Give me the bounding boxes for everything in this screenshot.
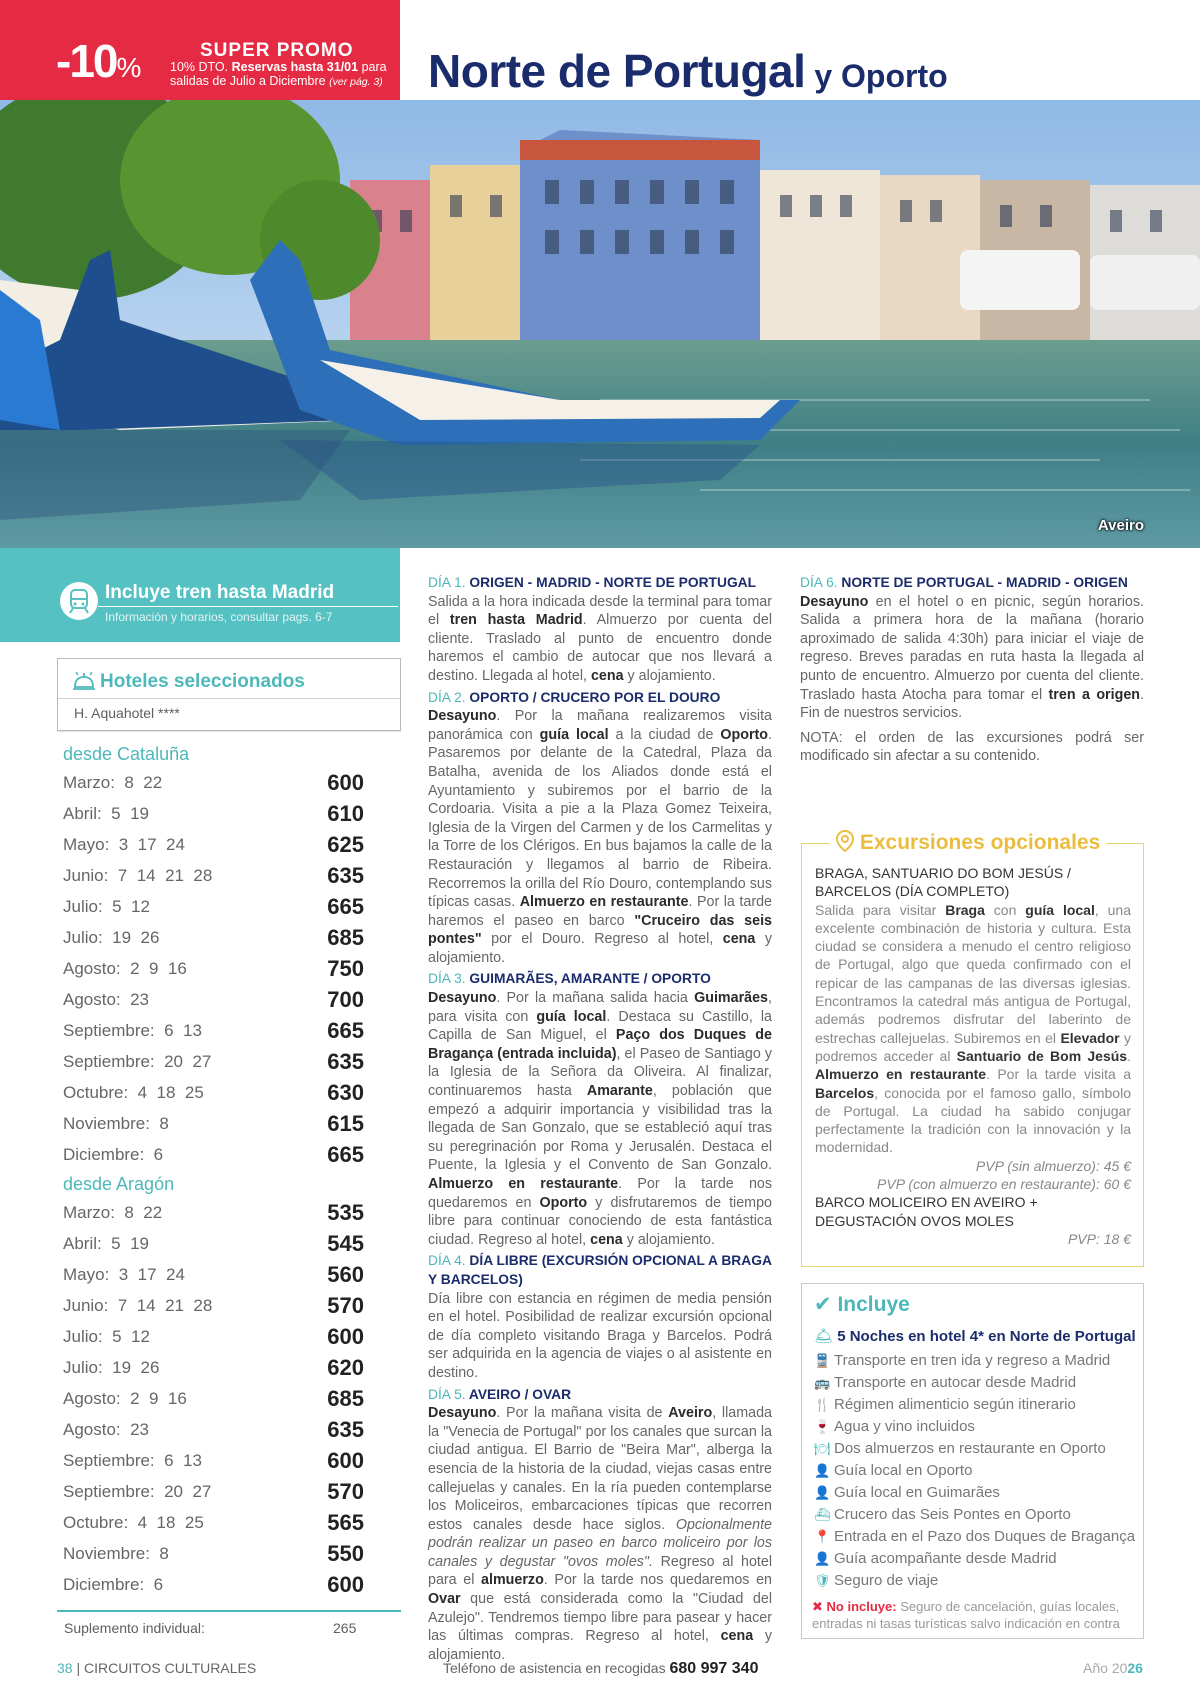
price-value: 545 [327,1231,364,1256]
price-row [57,1508,393,1539]
bold-text: Oporto [539,1194,588,1211]
boat-icon: ⛴ [814,1507,831,1522]
departure-dates: Diciembre: 6 [63,1575,164,1594]
price-row [57,1229,393,1260]
train-banner [0,548,400,642]
text-run: , el Paseo de Santiago y la Iglesia de la Señora da Oliveira. Al finalizar, continuaremos hasta [428,1045,772,1100]
price-row [57,1415,393,1446]
region-label: desde Cataluña [63,744,190,764]
bold-text: Aveiro [668,1405,713,1422]
day-text [428,989,772,1249]
wine-glass-icon: 🍷 [814,1419,831,1434]
promo-para: para [358,60,387,74]
supplement-value: 265 [333,1620,357,1636]
text-run: . [1127,1047,1131,1064]
price-value: 615 [327,1111,364,1136]
departure-dates: Septiembre: 20 27 [63,1052,212,1071]
price-value: 665 [327,894,364,919]
day-number: DÍA 5. [428,1386,466,1402]
footer-year [1083,1660,1143,1676]
aveiro-canal-illustration [0,100,1200,548]
day-heading [800,574,1144,593]
shield-icon: 🛡 [814,1573,831,1588]
include-item [814,1396,1135,1418]
location-pin-icon: 📍 [814,1529,831,1544]
day-number: DÍA 1. [428,575,466,590]
text-run: , para visita con [428,990,772,1025]
day-title: ORIGEN - MADRID - NORTE DE PORTUGAL [465,575,757,590]
bold-text: Barcelos [815,1084,875,1101]
promo-page-ref: (ver pág. 3) [329,76,383,88]
price-row [57,768,393,799]
include-text: Entrada en el Pazo dos Duques de Bragança [834,1528,1136,1545]
include-item [814,1550,1135,1572]
day-text [800,593,1144,723]
price-value: 620 [327,1355,364,1380]
bold-text: guía local [1025,901,1095,918]
page-number: 38 [57,1660,73,1676]
text-run: y alojamiento. [428,1628,773,1663]
day-number: DÍA 6. [800,575,838,590]
include-item [814,1528,1135,1550]
includes-list [814,1352,1135,1594]
departure-dates: Junio: 7 14 21 28 [63,1296,213,1315]
price-value: 635 [327,863,364,888]
bold-text: Paço dos Duques de Bragança (entrada incluida) [428,1027,772,1062]
day-title: DÍA LIBRE (EXCURSIÓN OPCIONAL A BRAGA Y BARCELOS) [428,1253,772,1287]
price-row [57,1570,393,1601]
text-run: . Por la mañana realizaremos visita panorámica con [428,708,772,743]
italic-text: Opcionalmente podrán realizar un paseo en barco moliceiro por los canales y degustar "ovos moles". [428,1516,772,1570]
price-value: 685 [327,925,364,950]
price-row [57,1353,393,1384]
include-text: Crucero das Seis Pontes en Oporto [834,1506,1071,1523]
page-title [428,44,948,98]
day-number: DÍA 3. [428,971,466,987]
price-value: 630 [327,1080,364,1105]
bold-text: Almuerzo en restaurante [428,1176,619,1192]
hotel-name: H. Aquahotel **** [74,705,180,721]
excursions-title: Excursiones opcionales [859,831,1101,854]
departure-dates: Junio: 7 14 21 28 [63,866,213,885]
departure-dates: Diciembre: 6 [63,1145,164,1164]
not-included-text: Seguro de cancelación, guías locales, entradas ni tasas turísticas salvo indicación en contra [812,1599,1120,1631]
year-prefix: Año 20 [1083,1660,1128,1676]
price-value: 600 [327,770,364,795]
not-included-label: No incluye: [826,1599,897,1614]
bold-text: Amarante [586,1083,653,1100]
bold-text: Guimarães [694,990,769,1007]
price-value: 560 [327,1262,364,1287]
price-value: 550 [327,1541,364,1566]
text-run: y alojamiento. [428,931,772,966]
departure-dates: Noviembre: 8 [63,1114,169,1133]
day-heading [428,574,772,593]
section-name: | CIRCUITOS CULTURALES [72,1660,257,1676]
text-run: y alojamiento. [623,667,716,684]
text-run: . Destaca su Castillo, la Capilla de San Miguel, el [428,1008,772,1044]
year-suffix: 26 [1127,1660,1143,1676]
day-heading [428,970,772,989]
supplement-row [57,1610,401,1640]
bus-icon: 🚌 [814,1375,831,1390]
departure-dates: Marzo: 8 22 [63,1203,163,1222]
include-text: Guía local en Oporto [834,1462,973,1479]
bold-text: Desayuno [428,990,497,1007]
hero-photo [0,100,1200,548]
checkmark-icon: ✔ [814,1293,832,1316]
itinerary-note: NOTA: el orden de las excursiones podrá ser modificado sin afectar a su contenido. [800,729,1144,765]
price-row [57,861,393,892]
title-sub: y Oporto [805,58,948,94]
price-row [57,1384,393,1415]
day-title: OPORTO / CRUCERO POR EL DOURO [465,689,721,705]
bold-text: Elevador [1060,1029,1120,1046]
phone-number: 680 997 340 [669,1660,759,1677]
price-value: 600 [327,1448,364,1473]
guide-icon: 👤 [814,1485,831,1500]
departure-dates: Agosto: 23 [63,1420,150,1439]
price-row [57,830,393,861]
price-value: 700 [327,987,364,1012]
cross-icon: ✖ [812,1599,823,1614]
excursion-1-price-1: PVP (sin almuerzo): 45 € [975,1157,1131,1174]
departure-dates: Abril: 5 19 [63,1234,149,1253]
excursion-2-title: BARCO MOLICEIRO EN AVEIRO + DEGUSTACIÓN OVOS MOLES [815,1194,1038,1229]
hotels-box [57,658,401,731]
dish-icon: 🍽 [814,1441,831,1456]
bold-text: Almuerzo en restaurante [815,1066,987,1083]
bold-text: Desayuno [428,708,497,725]
departure-dates: Septiembre: 20 27 [63,1482,212,1501]
price-value: 635 [327,1049,364,1074]
text-run: . Fin de nuestros servicios. [800,686,1144,722]
text-run: . Almuerzo por cuenta del cliente. Traslado al punto de encuentro donde haremos el cambio de autocar que nos llevará a destino. Llegada al hotel, [428,612,772,684]
text-run: , población que empezó a adquirir importancia y visibilidad tras la llegada de San Gonzalo, que se estableció aquí tras su peregrinación por Roma y Jerusalén. Destaca el Puente, la Iglesia y el Convento de San Gonzalo. [428,1083,772,1174]
footer-left [57,1660,256,1676]
departure-dates: Octubre: 4 18 25 [63,1083,204,1102]
day-text [428,1404,772,1664]
cutlery-icon: 🍴 [814,1397,831,1412]
price-row [57,1446,393,1477]
promo-banner [0,0,400,100]
price-value: 635 [327,1417,364,1442]
include-item [814,1440,1135,1462]
text-run: Día libre con estancia en régimen de media pensión en el hotel. Posibilidad de realizar excursión opcional de día completo visitando Braga y Barcelos. Podrá ser adquirida en la agencia de viajes o al asistente en destino. [428,1290,772,1381]
includes-hotel-nights [814,1327,1136,1345]
not-included [812,1598,1138,1632]
price-value: 600 [327,1324,364,1349]
departure-dates: Mayo: 3 17 24 [63,1265,185,1284]
price-row [57,1291,393,1322]
bold-text: almuerzo [481,1572,544,1589]
price-row [57,1198,393,1229]
departure-dates: Julio: 19 26 [63,928,160,947]
departure-dates: Agosto: 2 9 16 [63,1389,187,1408]
bold-text: guía local [539,726,609,743]
price-row [57,892,393,923]
departure-dates: Octubre: 4 18 25 [63,1513,204,1532]
bold-text: cena [720,1628,754,1645]
promo-dates: salidas de Julio a Diciembre [170,74,330,88]
departure-dates: Julio: 19 26 [63,1358,160,1377]
itinerary-column-1 [428,574,772,1664]
day-number: DÍA 2. [428,689,466,705]
train-subtitle: Información y horarios, consultar pags. 6-7 [105,610,333,624]
include-item [814,1418,1135,1440]
text-run: y disfrutaremos de tiempo libre para continuar conociendo de esta fantástica ciudad. Regreso al hotel, [428,1194,772,1248]
text-run: , llamada la "Venecia de Portugal" por los canales que surcan la ciudad antigua. El Barrio de "Beira Mar", alberga la esencia de la historia de la ciudad, viejas casas entre callejuelas y canales. En la ría pueden contemplarse los Moliceiros, embarcaciones típicas que recorren estos canales desde hace siglos. [428,1405,772,1533]
price-row [57,1078,393,1109]
include-text: Régimen alimenticio según itinerario [834,1396,1076,1413]
day-heading [428,1252,772,1289]
price-value: 535 [327,1200,364,1225]
bold-text: Desayuno [800,593,869,610]
include-item [814,1462,1135,1484]
promo-line-1 [170,60,387,74]
promo-line-2 [170,74,383,88]
price-row [57,1322,393,1353]
include-item [814,1484,1135,1506]
day-text [428,707,772,967]
text-run: y alojamiento. [622,1231,715,1248]
excursions-header [830,830,1106,855]
text-run: , conocida por el famoso gallo, símbolo de Portugal. La ciudad ha sabido conjugar perfectamente la tradición con la innovación y la modernidad. [815,1084,1131,1156]
price-value: 750 [327,956,364,981]
bold-text: guía local [536,1008,607,1025]
text-run: por el Douro. Regreso al hotel, [481,931,723,948]
bold-text: Oporto [720,726,769,743]
price-value: 570 [327,1293,364,1318]
include-item [814,1572,1135,1594]
include-text: Transporte en tren ida y regreso a Madrid [834,1352,1111,1369]
bold-text: cena [722,931,756,948]
departure-dates: Noviembre: 8 [63,1544,169,1563]
departure-dates: Septiembre: 6 13 [63,1021,202,1040]
include-text: Agua y vino incluidos [834,1418,975,1435]
hotels-divider [58,698,400,699]
region-label: desde Aragón [63,1174,175,1194]
reception-bell-icon [72,669,96,693]
departure-dates: Abril: 5 19 [63,804,149,823]
price-value: 570 [327,1479,364,1504]
text-run: Regreso al hotel para el [428,1553,772,1589]
promo-title: SUPER PROMO [200,40,354,61]
includes-box [801,1283,1144,1639]
text-run: . Por la tarde nos quedaremos en [543,1572,773,1589]
train-icon: 🚆 [814,1353,831,1368]
text-run: . Por la tarde visita a [986,1066,1131,1083]
text-run: en el hotel o en picnic, según horarios. Salida a primera hora de la mañana (horario aproximado de salida 4:30h) para iniciar el viaje de regreso. Breves paradas en ruta hasta la llegada al punto de encuentro. Almuerzo por cuenta del cliente. Traslado hasta Atocha para tomar el [800,593,1144,703]
price-row [57,923,393,954]
price-value: 685 [327,1386,364,1411]
phone-label: Teléfono de asistencia en recogidas [443,1660,670,1676]
excursion-1-text [815,901,1131,1157]
price-row [57,799,393,830]
excursions-box [801,831,1144,1267]
text-run: y podremos acceder al [815,1029,1131,1064]
day-text [428,1290,772,1383]
price-value: 665 [327,1142,364,1167]
hotels-title: Hoteles seleccionados [100,671,305,692]
bold-text: tren hasta Madrid [449,612,583,629]
day-title: NORTE DE PORTUGAL - MADRID - ORIGEN [837,575,1128,590]
text-run: . Por la mañana visita de [496,1405,669,1422]
price-value: 600 [327,1572,364,1597]
departure-dates: Julio: 5 12 [63,897,150,916]
price-row [57,1477,393,1508]
excursion-1-title: BRAGA, SANTUARIO DO BOM JESÚS / BARCELOS (DÍA COMPLETO) [815,865,1071,900]
day-number: DÍA 4. [428,1253,466,1269]
price-row [57,1016,393,1047]
price-row [57,1260,393,1291]
itinerary-column-2 [800,574,1144,766]
text-run: . Por la mañana salida hacia [496,990,695,1007]
train-title: Incluye tren hasta Madrid [105,582,335,603]
day-heading [428,689,772,708]
bold-text: Desayuno [428,1405,497,1422]
include-text: Seguro de viaje [834,1572,939,1589]
day-heading [428,1386,772,1405]
bold-text: "Cruceiro das seis pontes" [428,912,773,948]
departure-dates: Marzo: 8 22 [63,773,163,792]
departure-dates: Agosto: 23 [63,990,150,1009]
text-run: Salida a la hora indicada desde la terminal para tomar el [428,593,772,629]
bold-text: cena [590,667,624,684]
train-divider [98,606,398,607]
promo-percent-sign: % [116,52,140,83]
excursion-2-price: PVP: 18 € [1067,1230,1131,1247]
text-run: . Pasaremos por delante de la Catedral, Plaza da Batalha, avenida de los Aliados donde está el Ayuntamiento y subiremos por el barrio de la Cordoaria. Visita a pie a la Plaza Gomez Teixeira, Iglesia de la Virgen del Carmen y de los Carmelitas y la Torre de los Clérigos. En bus bajamos la calle de la Restauración y llegamos al barrio de Ribeira. Recorremos la orilla del Río Douro, contemplando sus típicas casas. [428,726,772,911]
price-row [57,1140,393,1171]
promo-discount: 10% DTO. [170,60,229,74]
price-value: 610 [327,801,364,826]
departure-dates: Septiembre: 6 13 [63,1451,202,1470]
promo-percent: -10 [56,35,117,87]
day-title: AVEIRO / OVAR [465,1386,572,1402]
price-row [57,1047,393,1078]
include-text: Transporte en autocar desde Madrid [834,1374,1077,1391]
price-row [57,1109,393,1140]
text-run: Salida para visitar [815,901,946,918]
guide-icon: 👤 [814,1551,831,1566]
bold-text: Almuerzo en restaurante [519,894,689,911]
text-run: que está considerada como la "Ciudad del Azulejo". Tendremos tiempo libre para pasear y hacer las últimas compras. Regreso al hotel, [428,1591,772,1645]
departure-dates: Agosto: 2 9 16 [63,959,187,978]
title-main: Norte de Portugal [428,45,806,97]
bold-text: cena [590,1231,623,1248]
text-run: . Por la tarde haremos el paseo en barco [428,894,772,929]
includes-header [814,1292,910,1317]
price-value: 625 [327,832,364,857]
bold-text: Ovar [428,1591,461,1608]
includes-top-text: 5 Noches en hotel 4* en Norte de Portugal [837,1328,1136,1345]
bold-text: Santuario de Bom Jesús [956,1047,1128,1064]
train-icon [58,580,100,622]
day-text [428,593,772,686]
excursions-body [815,864,1131,1248]
price-divider [57,731,401,732]
include-text: Guía acompañante desde Madrid [834,1550,1057,1567]
text-run: a la ciudad de [608,726,721,743]
photo-caption: Aveiro [1097,517,1144,534]
includes-title: Incluye [837,1293,910,1316]
excursion-1-price-2: PVP (con almuerzo en restaurante): 60 € [877,1176,1131,1193]
text-run: , una excelente combinación de historia y cultura. Esta ciudad se considera a menudo el centro religioso de Portugal, algo que queda confirmado con el repicar de las campanas de las diversas iglesias. Encontramos la catedral más antigua de Portugal, además podremos disfrutar del laberinto de estrechas callejuelas. Subiremos en el [815,901,1132,1046]
text-run: . Por la tarde nos quedaremos en [428,1176,773,1211]
footer-phone [443,1660,758,1678]
day-title: GUIMARÃES, AMARANTE / OPORTO [465,971,711,987]
departure-dates: Mayo: 3 17 24 [63,835,185,854]
include-item [814,1352,1135,1374]
departure-dates: Julio: 5 12 [63,1327,150,1346]
price-row [57,1539,393,1570]
promo-deadline: Reservas hasta 31/01 [228,60,359,74]
hotel-bell-icon: 🛎 [814,1328,834,1345]
include-item [814,1506,1135,1528]
text-run: con [984,901,1026,918]
price-row [57,954,393,985]
supplement-label: Suplemento individual: [64,1620,205,1636]
include-text: Guía local en Guimarães [834,1484,1000,1501]
bold-text: Braga [945,901,985,918]
guide-icon: 👤 [814,1463,831,1478]
price-value: 665 [327,1018,364,1043]
price-value: 565 [327,1510,364,1535]
location-pin-icon [836,830,854,852]
bold-text: tren a origen [1048,686,1141,703]
price-row [57,985,393,1016]
include-item [814,1374,1135,1396]
include-text: Dos almuerzos en restaurante en Oporto [834,1440,1106,1457]
